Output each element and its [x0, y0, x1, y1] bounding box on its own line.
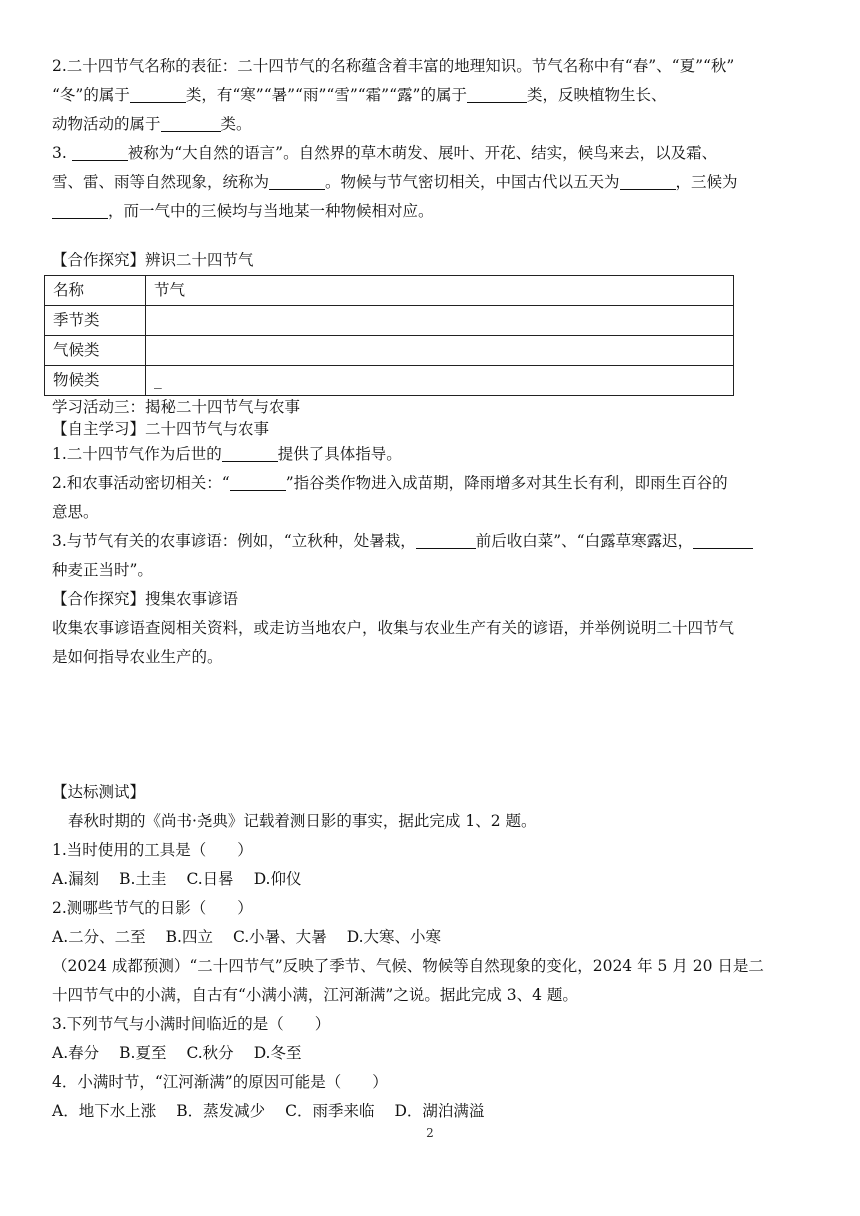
- table-row-label: 物候类: [45, 366, 146, 396]
- coop-heading-1: 【合作探究】辨识二十四节气: [52, 251, 254, 269]
- test-q3-options: [52, 1039, 812, 1068]
- answer-blank[interactable]: [416, 530, 476, 549]
- option-c[interactable]: C.秋分: [186, 1044, 234, 1062]
- test-q4: 4．小满时节，“江河渐满”的原因可能是（ ）: [52, 1073, 388, 1091]
- table-header-cell: 节气: [146, 276, 734, 306]
- option-a[interactable]: A．地下水上涨: [52, 1102, 157, 1120]
- option-b[interactable]: B.土圭: [119, 870, 167, 888]
- worksheet-page: [52, 52, 812, 1126]
- self-study-heading: 【自主学习】二十四节气与农事: [52, 420, 270, 438]
- answer-blank[interactable]: [620, 171, 676, 190]
- option-b[interactable]: B.四立: [165, 928, 213, 946]
- test-intro-2-line-1: （2024 成都预测）“二十四节气”反映了季节、气候、物候等自然现象的变化，2024 年 5 月 20 日是二: [52, 957, 764, 975]
- answer-blank[interactable]: [161, 113, 221, 132]
- self-study-q1: 1.二十四节气作为后世的 提供了具体指导。: [52, 445, 402, 463]
- question-3-line-1: 3. 被称为“大自然的语言”。自然界的草木萌发、展叶、开花、结实，候鸟来去，以及霜、: [52, 144, 718, 162]
- option-a[interactable]: A.漏刻: [52, 870, 100, 888]
- activity-3-heading: 学习活动三：揭秘二十四节气与农事: [52, 398, 301, 416]
- table-row-label: 季节类: [45, 306, 146, 336]
- answer-blank[interactable]: [467, 84, 527, 103]
- table-row: [45, 276, 734, 306]
- answer-blank[interactable]: [130, 84, 186, 103]
- answer-space[interactable]: [52, 672, 812, 778]
- answer-blank[interactable]: [52, 200, 108, 219]
- question-2-line-1: 2.二十四节气名称的表征：二十四节气的名称蕴含着丰富的地理知识。节气名称中有“春”、“夏”“秋”: [52, 57, 735, 75]
- test-q4-options: [52, 1097, 812, 1126]
- question-3-line-3: ，而一气中的三候均与当地某一种物候相对应。: [52, 197, 812, 226]
- option-d[interactable]: D.冬至: [253, 1044, 302, 1062]
- solar-terms-table: [44, 275, 734, 396]
- option-d[interactable]: D.大寒、小寒: [346, 928, 442, 946]
- option-c[interactable]: C.小暑、大暑: [232, 928, 327, 946]
- answer-blank[interactable]: [269, 171, 325, 190]
- table-header-cell: 名称: [45, 276, 146, 306]
- test-q3: 3.下列节气与小满时间临近的是（ ）: [52, 1015, 331, 1033]
- self-study-q3-line-2: 种麦正当时”。: [52, 561, 153, 579]
- answer-blank[interactable]: [222, 443, 278, 462]
- self-study-q3-line-1: 3.与节气有关的农事谚语：例如，“立秋种，处暑栽， 前后收白菜”、“白露草寒露迟，: [52, 527, 812, 556]
- question-2-line-2: “冬”的属于 类，有“寒”“暑”“雨”“雪”“霜”“露”的属于 类，反映植物生长、: [52, 86, 667, 104]
- coop-2-text-line-2: 是如何指导农业生产的。: [52, 648, 223, 666]
- coop-2-text-line-1: 收集农事谚语查阅相关资料，或走访当地农户，收集与农业生产有关的谚语，并举例说明二十四节气: [52, 619, 735, 637]
- page-number: 2: [426, 1126, 434, 1140]
- option-d[interactable]: D.仰仪: [253, 870, 302, 888]
- table-answer-cell[interactable]: [146, 306, 734, 336]
- table-answer-cell[interactable]: [146, 336, 734, 366]
- test-intro-1: 春秋时期的《尚书·尧典》记载着测日影的事实，据此完成 1、2 题。: [68, 812, 537, 830]
- option-b[interactable]: B.夏至: [119, 1044, 167, 1062]
- option-a[interactable]: A.二分、二至: [52, 928, 146, 946]
- self-study-q2-line-1: 2.和农事活动密切相关：“ ”指谷类作物进入成苗期，降雨增多对其生长有利，即雨生百谷的: [52, 474, 728, 492]
- option-c[interactable]: C．雨季来临: [285, 1102, 375, 1120]
- answer-blank[interactable]: [230, 472, 286, 491]
- table-row: [45, 366, 734, 396]
- answer-blank[interactable]: [72, 142, 128, 161]
- table-row: [45, 306, 734, 336]
- question-2-line-3: 动物活动的属于 类。: [52, 115, 252, 133]
- test-heading: 【达标测试】: [52, 783, 146, 801]
- test-intro-2-line-2: 十四节气中的小满，自古有“小满小满，江河渐满”之说。据此完成 3、4 题。: [52, 986, 578, 1004]
- option-d[interactable]: D．湖泊满溢: [394, 1102, 485, 1120]
- self-study-q2-line-2: 意思。: [52, 503, 99, 521]
- table-answer-cell[interactable]: _: [146, 366, 734, 396]
- coop-heading-2: 【合作探究】搜集农事谚语: [52, 590, 239, 608]
- test-q1: 1.当时使用的工具是（ ）: [52, 841, 253, 859]
- answer-blank[interactable]: [693, 530, 753, 549]
- test-q2-options: [52, 923, 812, 952]
- question-3-line-2: 雪、雷、雨等自然现象，统称为 。物候与节气密切相关，中国古代以五天为 ，三候为: [52, 173, 738, 191]
- option-a[interactable]: A.春分: [52, 1044, 100, 1062]
- table-row-label: 气候类: [45, 336, 146, 366]
- test-q2: 2.测哪些节气的日影（ ）: [52, 899, 253, 917]
- option-b[interactable]: B．蒸发减少: [176, 1102, 266, 1120]
- option-c[interactable]: C.日晷: [186, 870, 234, 888]
- test-q1-options: [52, 865, 812, 894]
- table-row: [45, 336, 734, 366]
